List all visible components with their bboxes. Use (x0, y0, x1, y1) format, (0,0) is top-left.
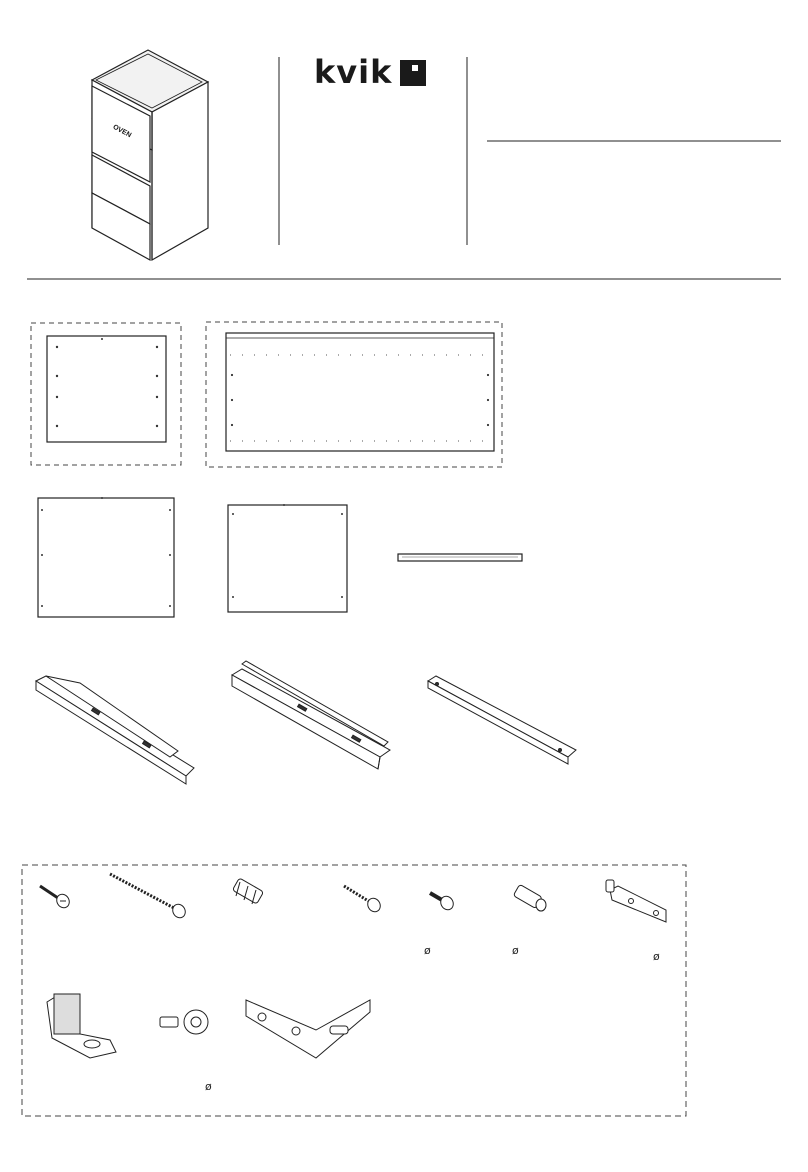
diameter-mark-4: ø (205, 1080, 212, 1093)
long-screw-icon (110, 874, 188, 920)
bracket-hook-icon (606, 880, 666, 922)
back-panel-group (206, 322, 502, 467)
cabinet-label: OVEN (111, 123, 133, 140)
drawer-front-small (228, 504, 347, 612)
brand-logo (314, 52, 434, 92)
drawer-rail-right (428, 676, 576, 764)
shelf-strip (398, 554, 522, 561)
corner-bracket-icon (47, 994, 116, 1058)
diameter-mark-3: ø (653, 950, 660, 963)
drawer-rail-left (36, 676, 194, 784)
drawer-front-large (38, 497, 174, 617)
cam-plug-icon (513, 884, 546, 911)
brand-name: kvik (314, 53, 393, 91)
hardware-box (22, 865, 686, 1116)
dowel-plug-icon (232, 878, 263, 904)
drawer-rail-center (232, 661, 390, 769)
machine-screw-icon (430, 893, 456, 912)
brand-square-icon (400, 60, 426, 86)
diameter-mark-2: ø (512, 944, 519, 957)
diameter-mark-1: ø (424, 944, 431, 957)
short-screw-icon (40, 886, 72, 910)
side-panel-group (31, 323, 181, 465)
angle-bracket-icon (246, 1000, 370, 1058)
cam-lock-icon (160, 1010, 208, 1034)
cabinet-illustration (92, 50, 208, 260)
medium-screw-icon (344, 886, 383, 914)
